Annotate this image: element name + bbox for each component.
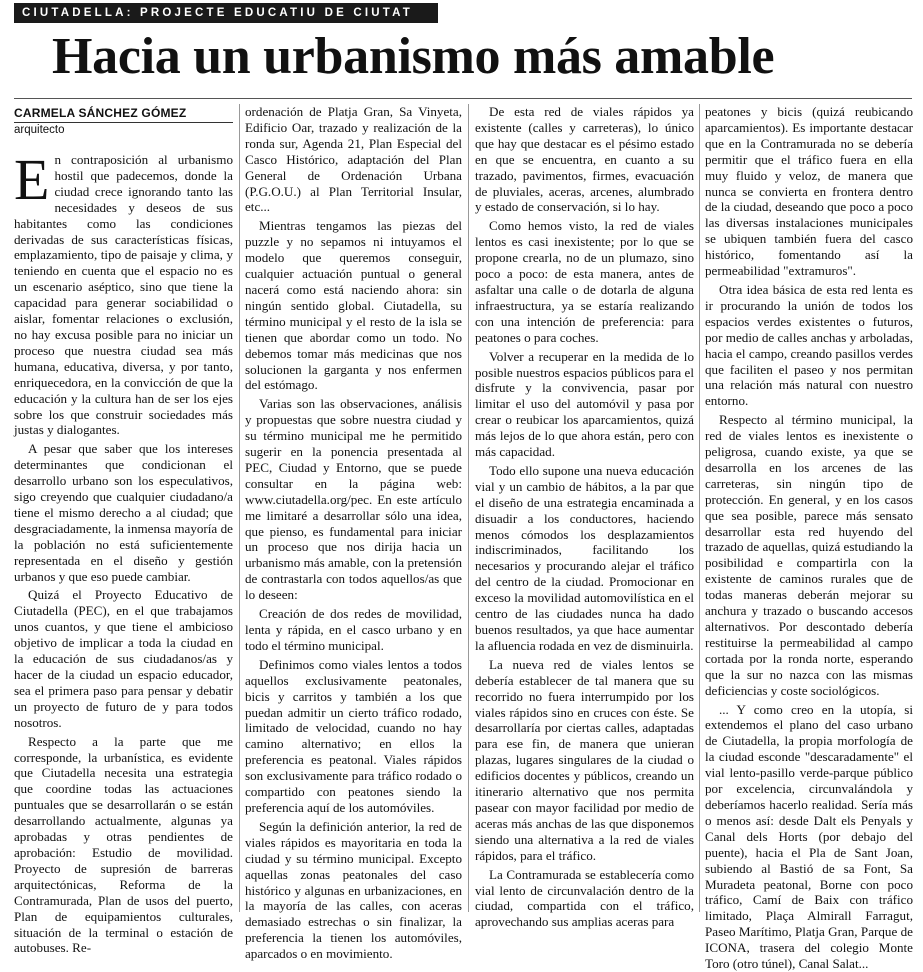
article-paragraph: Creación de dos redes de movilidad, lenta y rápida, en el casco urbano y en todo el término municipal. — [245, 606, 462, 653]
article-paragraph: Definimos como viales lentos a todos aquellos exclusivamente peatonales, bicis y carritos y también a los que puedan admitir un cierto tráfico rodado, limitado de velocidad, cuando no hay camino alternativo; en ellos la preferencia es peatonal. Viales rápidos son exclusivamente para tráfico rodado o compartido con peatones siendo la preferencia aquí de los automóviles. — [245, 656, 462, 815]
article-paragraph: Otra idea básica de esta red lenta es ir procurando la unión de todos los espacios verdes existentes o futuros, por medio de calles anchas y arboladas, hacia el campo, creando pasillos verdes que faciliten el paseo y nos permitan una relación más natural con nuestro entorno. — [705, 281, 913, 409]
paragraph-text: n contraposición al urbanismo hostil que padecemos, donde la ciudad crece ignorando tanto las necesidades y deseos de sus habitantes como las condiciones derivadas de sus características físicas, emplazamiento, tipo de paisaje y clima, y teniendo en cuenta que el espacio no es un escenario aséptico, sino que tiene la capacidad para generar sociabilidad o aislar, fomentar relaciones o exclusión, no hay excusa posible para no iniciar un proceso que nuestra ciudad sea más humana, educativa, diversa, y por tanto, enriquecedora, en la convicción de que la educación y la cultura han de ser los ejes sobre los que construir sociedades más justas y dialogantes. — [14, 152, 233, 438]
article-paragraph: Respecto al término municipal, la red de viales lentos es inexistente o peligrosa, cuando existe, ya que se desarrolla en los arcenes de las carreteras, sin ningún tipo de protección. En general, y en los casos que sea posible, parece más sensato desarrollar esta red huyendo del trazado de aquellas, quizá estudiando la posibilidad e compartirla con la existente de caminos rurales que de todas maneras deberán mejorar su anchura y trazado o buscando accesos alternativos. Por descontado debería restituirse la permeabilidad al campo cortada por la ronda norte, esperando que la sur no nazca con las mismas deficiencias y coste sociológicos. — [705, 412, 913, 698]
article-paragraph: Mientras tengamos las piezas del puzzle y no sepamos ni intuyamos el modelo que queremos conseguir, cualquier actuación puntual o general nacerá como está naciendo ahora: sin ningún sentido global. Ciutadella, su término municipal y el resto de la isla se tienen que abordar como un todo. No debemos tomar más medicinas que nos solucionen la garganta y nos enfermen del estómago. — [245, 218, 462, 393]
column-divider — [468, 104, 469, 912]
article-paragraph — [14, 147, 233, 438]
column-divider — [239, 104, 240, 912]
article-paragraph: Quizá el Proyecto Educativo de Ciutadella (PEC), en el que trabajamos unos cuantos, y que tiene el ambicioso objetivo de implicar a toda la ciudad en la educación de sus ciudadanos/as y hacer de la ciudad un espacio educador, sea el primera paso para pensar y debatir un proyecto de futuro de y para todos nosotros. — [14, 587, 233, 730]
section-kicker: CIUTADELLA: PROJECTE EDUCATIU DE CIUTAT — [14, 3, 438, 23]
article-paragraph: La nueva red de viales lentos se debería establecer de tal manera que su recorrido no fuera interrumpido por los viales rápidos sino en cruces con éste. Se desarrollaría por ciertas calles, adaptadas para ese fin, de manera que unieran plazas, lugares singulares de la ciudad o edificios docentes y públicos, creando un itinerario alternativo que nos permita pasear con mayor facilidad por medio de aceras más anchas de las que disponemos siendo una alternativa a la red de viales rápidos, para el tráfico. — [475, 656, 694, 863]
article-paragraph: A pesar que saber que los intereses determinantes que condicionan el desarrollo urbano son los especulativos, sigo creyendo que cualquier ciudadano/a tiene el mismo derecho a al ciudad; que desgraciadamente, la inmensa mayoría de la población no está suficientemente representada en el diseño y gestión urbanos y que eso puede cambiar. — [14, 441, 233, 584]
article-headline: Hacia un urbanismo más amable — [52, 28, 775, 85]
author-name: CARMELA SÁNCHEZ GÓMEZ — [14, 106, 233, 123]
article-paragraph: Según la definición anterior, la red de viales rápidos es mayoritaria en toda la ciudad y su término municipal. Excepto aquellas zonas peatonales del caso histórico y algunas en urbanizaciones, en la mayoría de las calles, con aceras demasiado estrechas o sin finalizar, la preferencia la tienen los automóviles, aparcados o en movimiento. — [245, 818, 462, 962]
article-paragraph: ... Y como creo en la utopía, si extendemos el plano del caso urbano de Ciutadella, la propia morfología de la ciudad esconde "descaradamente" el vial lento-pasillo verde-parque público por excelencia, circunvalándola y deberíamos hacerlo realidad. Sería más o menos así: desde Dalt els Penyals y Canal dels Horts (por debajo del puente), hacia el Pla de Sant Joan, subiendo al Bastió de sa Font, Sa Muradeta peatonal, Borne con poco tráfico, Camí de Baix con tráfico limitado, Plaça Almirall Farragut, Paseo Marítimo, Platja Gran, Parque de ICONA, trasera del colegio Monte Toro (otro túnel), Canal Salat... — [705, 701, 913, 972]
article-paragraph: Respecto a la parte que me corresponde, la urbanística, es evidente que Ciutadella necesita una estrategia que coordine todas las actuaciones puntuales que se desarrollarán o se están desarrollando actualmente, algunas ya aprobadas y otras pendientes de aprobación: Estudio de movilidad. Proyecto de supresión de barreras arquitectónicas, Reforma de la Contramurada, Plan de usos del puerto, Plan de equipamientos culturales, situación de la terminal o estación de autobuses. Re- — [14, 733, 233, 956]
article-column-4 — [705, 104, 913, 972]
column-divider — [699, 104, 700, 912]
article-paragraph: ordenación de Platja Gran, Sa Vinyeta, Edificio Oar, trazado y realización de la ronda sur, Agenda 21, Plan Especial del Casco Histórico, adaptación del Plan General de Ordenación Urbana (P.G.O.U.) al Plan Territorial Insular, etc... — [245, 104, 462, 215]
article-column-2 — [245, 104, 462, 962]
article-paragraph: Varias son las observaciones, análisis y propuestas que sobre nuestra ciudad y su término municipal me he permitido sugerir en la ponencia presentada al PEC, Ciudad y Entorno, que se puede consultar en la página web: www.ciutadella.org/pec. En este artículo me limitaré a desarrollar sólo una idea, que pienso, es fundamental para iniciar un proceso que nos dirija hacia un urbanismo más amable, con la pretensión de contrastarla con todos aquellos/as que lo deseen: — [245, 396, 462, 603]
article-paragraph: peatones y bicis (quizá reubicando aparcamientos). Es importante destacar que en la Contramurada no se debería permitir que el tráfico fuera en ella muy fluido y veloz, de manera que nunca se convierta en frontera dentro de la ciudad, deseando que poco a poco las diversas instalaciones municipales se ubiquen también fuera del casco histórico, fomentando así la permeabilidad "extramuros". — [705, 104, 913, 279]
article-column-1 — [14, 104, 233, 956]
article-paragraph: De esta red de viales rápidos ya existente (calles y carreteras), lo único que hay que destacar es el pésimo estado en que se encuentra, en cuanto a su trazado, pavimentos, firmes, evacuación de pluviales, aceras, arcenes, alumbrado y estado de conservación, si lo hay. — [475, 104, 694, 215]
article-paragraph: Como hemos visto, la red de viales lentos es casi inexistente; por lo que se propone crearla, no de un plumazo, sino poco a poco: de esta manera, antes de asfaltar una calle o de dotarla de alguna infraestructura, ya se estaría realizando con una intención de preferencia: para peatones o para coches. — [475, 218, 694, 345]
article-paragraph: La Contramurada se establecería como vial lento de circunvalación dentro de la ciudad, compartida con el tráfico, aprovechando sus amplias aceras para — [475, 866, 694, 930]
drop-cap: E — [14, 147, 50, 212]
author-role: arquitecto — [14, 124, 65, 136]
article-column-3 — [475, 104, 694, 930]
headline-rule — [14, 98, 912, 99]
article-paragraph: Todo ello supone una nueva educación vial y un cambio de hábitos, a la par que el diseño de una estrategia encaminada a disuadir a los conductores, haciendo menos cómodos los desplazamientos indiscriminados, facilitando los necesarios y procurando alejar el tráfico del centro de la ciudad. Promocionar en exceso la movilidad automovilística en el centro de las ciudades nunca ha dado buenos resultados, ya que hace aumentar la afluencia rodada en vez de disminuirla. — [475, 462, 694, 653]
article-paragraph: Volver a recuperar en la medida de lo posible nuestros espacios públicos para el disfrute y la convivencia, pasar por limitar el uso del automóvil y pasa por crear o reubicar los aparcamientos, quizá más lejos de lo que ahora están, pero con más capacidad. — [475, 348, 694, 460]
